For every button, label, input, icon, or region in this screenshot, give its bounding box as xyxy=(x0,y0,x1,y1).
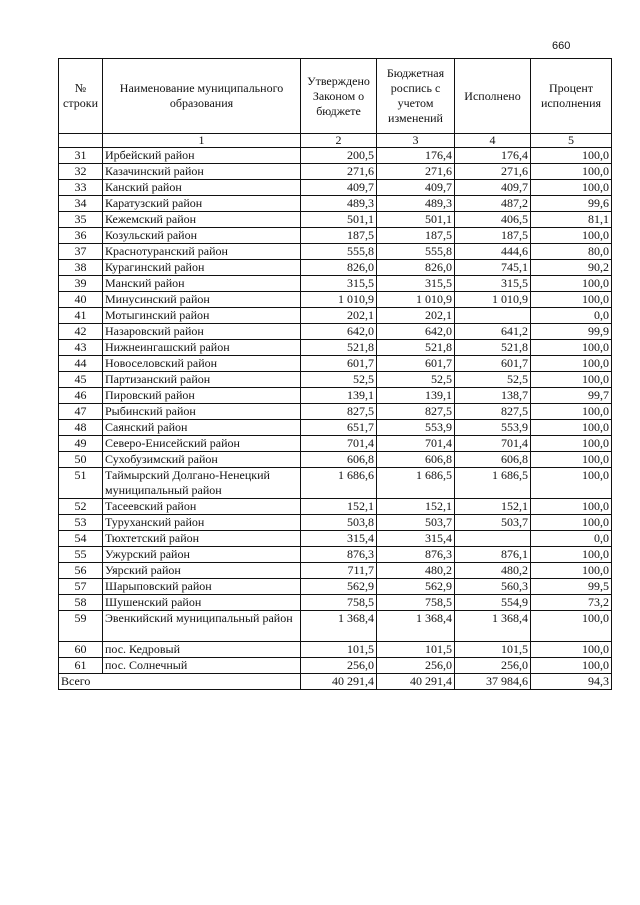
percent-value: 100,0 xyxy=(531,468,612,499)
table-row xyxy=(59,276,612,292)
executed-value: 745,1 xyxy=(455,260,531,276)
executed-value: 641,2 xyxy=(455,324,531,340)
percent-value: 73,2 xyxy=(531,595,612,611)
table-row xyxy=(59,260,612,276)
municipality-name: Минусинский район xyxy=(103,292,301,308)
percent-value: 100,0 xyxy=(531,164,612,180)
total-row xyxy=(59,674,612,690)
budget-schedule-value: 1 010,9 xyxy=(377,292,455,308)
approved-value: 701,4 xyxy=(301,436,377,452)
budget-schedule-value: 826,0 xyxy=(377,260,455,276)
approved-value: 1 686,6 xyxy=(301,468,377,499)
municipality-name: Туруханский район xyxy=(103,515,301,531)
approved-value: 642,0 xyxy=(301,324,377,340)
executed-value: 1 686,5 xyxy=(455,468,531,499)
row-number: 46 xyxy=(59,388,103,404)
percent-value: 81,1 xyxy=(531,212,612,228)
percent-value: 0,0 xyxy=(531,308,612,324)
table-row xyxy=(59,356,612,372)
municipality-name: Северо-Енисейский район xyxy=(103,436,301,452)
header-approved: Утверждено Законом о бюджете xyxy=(301,59,377,134)
percent-value: 100,0 xyxy=(531,180,612,196)
approved-value: 601,7 xyxy=(301,356,377,372)
municipality-name: Канский район xyxy=(103,180,301,196)
budget-schedule-value: 1 686,5 xyxy=(377,468,455,499)
row-number: 40 xyxy=(59,292,103,308)
percent-value: 100,0 xyxy=(531,148,612,164)
column-index-4: 4 xyxy=(455,134,531,148)
total-budget-schedule: 40 291,4 xyxy=(377,674,455,690)
row-number: 48 xyxy=(59,420,103,436)
executed-value: 138,7 xyxy=(455,388,531,404)
budget-schedule-value: 489,3 xyxy=(377,196,455,212)
executed-value xyxy=(455,308,531,324)
row-number: 60 xyxy=(59,642,103,658)
approved-value: 187,5 xyxy=(301,228,377,244)
budget-schedule-value: 1 368,4 xyxy=(377,611,455,642)
municipality-name: Нижнеингашский район xyxy=(103,340,301,356)
header-municipality-name: Наименование муниципального образования xyxy=(103,59,301,134)
table-row xyxy=(59,164,612,180)
header-budget-schedule: Бюджетная роспись с учетом изменений xyxy=(377,59,455,134)
approved-value: 200,5 xyxy=(301,148,377,164)
executed-value: 256,0 xyxy=(455,658,531,674)
total-percent: 94,3 xyxy=(531,674,612,690)
approved-value: 758,5 xyxy=(301,595,377,611)
table-row xyxy=(59,499,612,515)
executed-value xyxy=(455,531,531,547)
budget-schedule-value: 409,7 xyxy=(377,180,455,196)
executed-value: 152,1 xyxy=(455,499,531,515)
budget-schedule-value: 876,3 xyxy=(377,547,455,563)
percent-value: 0,0 xyxy=(531,531,612,547)
table-row xyxy=(59,388,612,404)
percent-value: 90,2 xyxy=(531,260,612,276)
table-row xyxy=(59,372,612,388)
executed-value: 553,9 xyxy=(455,420,531,436)
row-number: 53 xyxy=(59,515,103,531)
row-number: 43 xyxy=(59,340,103,356)
executed-value: 606,8 xyxy=(455,452,531,468)
budget-schedule-value: 503,7 xyxy=(377,515,455,531)
budget-schedule-value: 553,9 xyxy=(377,420,455,436)
row-number: 58 xyxy=(59,595,103,611)
table-row xyxy=(59,658,612,674)
header-row xyxy=(59,59,612,134)
executed-value: 601,7 xyxy=(455,356,531,372)
executed-value: 1 368,4 xyxy=(455,611,531,642)
municipality-name: Козульский район xyxy=(103,228,301,244)
percent-value: 100,0 xyxy=(531,420,612,436)
municipality-name: Пировский район xyxy=(103,388,301,404)
municipality-name: Новоселовский район xyxy=(103,356,301,372)
row-number: 37 xyxy=(59,244,103,260)
table-row xyxy=(59,420,612,436)
municipality-name: Эвенкийский муниципальный район xyxy=(103,611,301,642)
executed-value: 187,5 xyxy=(455,228,531,244)
approved-value: 606,8 xyxy=(301,452,377,468)
percent-value: 100,0 xyxy=(531,563,612,579)
table-row xyxy=(59,244,612,260)
executed-value: 409,7 xyxy=(455,180,531,196)
approved-value: 409,7 xyxy=(301,180,377,196)
municipality-name: Ужурский район xyxy=(103,547,301,563)
executed-value: 554,9 xyxy=(455,595,531,611)
row-number: 45 xyxy=(59,372,103,388)
table-row xyxy=(59,515,612,531)
budget-schedule-value: 827,5 xyxy=(377,404,455,420)
approved-value: 101,5 xyxy=(301,642,377,658)
table-row xyxy=(59,324,612,340)
municipality-name: Партизанский район xyxy=(103,372,301,388)
executed-value: 444,6 xyxy=(455,244,531,260)
budget-schedule-value: 187,5 xyxy=(377,228,455,244)
table-row xyxy=(59,563,612,579)
municipality-name: Кежемский район xyxy=(103,212,301,228)
approved-value: 503,8 xyxy=(301,515,377,531)
budget-schedule-value: 315,4 xyxy=(377,531,455,547)
executed-value: 1 010,9 xyxy=(455,292,531,308)
approved-value: 315,5 xyxy=(301,276,377,292)
header-executed: Исполнено xyxy=(455,59,531,134)
row-number: 49 xyxy=(59,436,103,452)
total-executed: 37 984,6 xyxy=(455,674,531,690)
table-row xyxy=(59,148,612,164)
row-number: 50 xyxy=(59,452,103,468)
municipality-name: Манский район xyxy=(103,276,301,292)
row-number: 36 xyxy=(59,228,103,244)
row-number: 59 xyxy=(59,611,103,642)
column-index-5: 5 xyxy=(531,134,612,148)
municipality-name: Краснотуранский район xyxy=(103,244,301,260)
budget-schedule-value: 176,4 xyxy=(377,148,455,164)
approved-value: 651,7 xyxy=(301,420,377,436)
budget-schedule-value: 315,5 xyxy=(377,276,455,292)
municipality-name: Тюхтетский район xyxy=(103,531,301,547)
executed-value: 271,6 xyxy=(455,164,531,180)
percent-value: 100,0 xyxy=(531,436,612,452)
approved-value: 152,1 xyxy=(301,499,377,515)
row-number: 32 xyxy=(59,164,103,180)
approved-value: 876,3 xyxy=(301,547,377,563)
executed-value: 406,5 xyxy=(455,212,531,228)
percent-value: 100,0 xyxy=(531,292,612,308)
approved-value: 827,5 xyxy=(301,404,377,420)
executed-value: 701,4 xyxy=(455,436,531,452)
row-number: 39 xyxy=(59,276,103,292)
row-number: 41 xyxy=(59,308,103,324)
table-row xyxy=(59,579,612,595)
row-number: 57 xyxy=(59,579,103,595)
budget-schedule-value: 601,7 xyxy=(377,356,455,372)
percent-value: 99,9 xyxy=(531,324,612,340)
table-row xyxy=(59,436,612,452)
table-row xyxy=(59,547,612,563)
percent-value: 100,0 xyxy=(531,611,612,642)
executed-value: 876,1 xyxy=(455,547,531,563)
municipality-name: Курагинский район xyxy=(103,260,301,276)
budget-schedule-value: 758,5 xyxy=(377,595,455,611)
executed-value: 827,5 xyxy=(455,404,531,420)
percent-value: 100,0 xyxy=(531,499,612,515)
percent-value: 99,6 xyxy=(531,196,612,212)
row-number: 31 xyxy=(59,148,103,164)
column-index-empty xyxy=(59,134,103,148)
budget-schedule-value: 480,2 xyxy=(377,563,455,579)
column-index-3: 3 xyxy=(377,134,455,148)
percent-value: 100,0 xyxy=(531,228,612,244)
table-row xyxy=(59,531,612,547)
approved-value: 139,1 xyxy=(301,388,377,404)
percent-value: 100,0 xyxy=(531,452,612,468)
approved-value: 489,3 xyxy=(301,196,377,212)
percent-value: 80,0 xyxy=(531,244,612,260)
budget-schedule-value: 101,5 xyxy=(377,642,455,658)
page-number: 660 xyxy=(552,40,571,52)
executed-value: 480,2 xyxy=(455,563,531,579)
approved-value: 521,8 xyxy=(301,340,377,356)
executed-value: 503,7 xyxy=(455,515,531,531)
row-number: 42 xyxy=(59,324,103,340)
column-index-row xyxy=(59,134,612,148)
table-row xyxy=(59,212,612,228)
approved-value: 52,5 xyxy=(301,372,377,388)
percent-value: 100,0 xyxy=(531,340,612,356)
budget-schedule-value: 701,4 xyxy=(377,436,455,452)
row-number: 33 xyxy=(59,180,103,196)
approved-value: 202,1 xyxy=(301,308,377,324)
approved-value: 501,1 xyxy=(301,212,377,228)
row-number: 55 xyxy=(59,547,103,563)
executed-value: 521,8 xyxy=(455,340,531,356)
budget-schedule-value: 52,5 xyxy=(377,372,455,388)
row-number: 47 xyxy=(59,404,103,420)
municipality-name: Назаровский район xyxy=(103,324,301,340)
percent-value: 100,0 xyxy=(531,547,612,563)
approved-value: 1 368,4 xyxy=(301,611,377,642)
table-row xyxy=(59,180,612,196)
header-row-number: № строки xyxy=(59,59,103,134)
municipality-name: Уярский район xyxy=(103,563,301,579)
table-row xyxy=(59,468,612,499)
percent-value: 100,0 xyxy=(531,276,612,292)
percent-value: 99,5 xyxy=(531,579,612,595)
executed-value: 315,5 xyxy=(455,276,531,292)
table-row xyxy=(59,308,612,324)
budget-schedule-value: 642,0 xyxy=(377,324,455,340)
table-row xyxy=(59,595,612,611)
approved-value: 555,8 xyxy=(301,244,377,260)
row-number: 52 xyxy=(59,499,103,515)
table-row xyxy=(59,292,612,308)
column-index-2: 2 xyxy=(301,134,377,148)
total-label: Всего xyxy=(59,674,301,690)
municipality-name: пос. Кедровый xyxy=(103,642,301,658)
municipality-name: Сухобузимский район xyxy=(103,452,301,468)
column-index-1: 1 xyxy=(103,134,301,148)
municipality-name: Ирбейский район xyxy=(103,148,301,164)
approved-value: 271,6 xyxy=(301,164,377,180)
percent-value: 100,0 xyxy=(531,356,612,372)
percent-value: 99,7 xyxy=(531,388,612,404)
budget-schedule-value: 501,1 xyxy=(377,212,455,228)
municipality-name: Каратузский район xyxy=(103,196,301,212)
table-row xyxy=(59,228,612,244)
approved-value: 562,9 xyxy=(301,579,377,595)
row-number: 44 xyxy=(59,356,103,372)
approved-value: 826,0 xyxy=(301,260,377,276)
percent-value: 100,0 xyxy=(531,404,612,420)
municipality-name: Тасеевский район xyxy=(103,499,301,515)
budget-schedule-value: 606,8 xyxy=(377,452,455,468)
budget-schedule-value: 562,9 xyxy=(377,579,455,595)
executed-value: 176,4 xyxy=(455,148,531,164)
row-number: 61 xyxy=(59,658,103,674)
percent-value: 100,0 xyxy=(531,515,612,531)
percent-value: 100,0 xyxy=(531,642,612,658)
executed-value: 487,2 xyxy=(455,196,531,212)
header-percent: Процент исполнения xyxy=(531,59,612,134)
municipality-name: Рыбинский район xyxy=(103,404,301,420)
row-number: 56 xyxy=(59,563,103,579)
executed-value: 52,5 xyxy=(455,372,531,388)
total-approved: 40 291,4 xyxy=(301,674,377,690)
budget-schedule-value: 202,1 xyxy=(377,308,455,324)
budget-schedule-value: 256,0 xyxy=(377,658,455,674)
table-row xyxy=(59,611,612,642)
municipality-name: Казачинский район xyxy=(103,164,301,180)
budget-schedule-value: 152,1 xyxy=(377,499,455,515)
table-row xyxy=(59,452,612,468)
budget-schedule-value: 521,8 xyxy=(377,340,455,356)
row-number: 54 xyxy=(59,531,103,547)
row-number: 38 xyxy=(59,260,103,276)
row-number: 34 xyxy=(59,196,103,212)
budget-schedule-value: 555,8 xyxy=(377,244,455,260)
approved-value: 256,0 xyxy=(301,658,377,674)
table-row xyxy=(59,404,612,420)
percent-value: 100,0 xyxy=(531,372,612,388)
percent-value: 100,0 xyxy=(531,658,612,674)
row-number: 35 xyxy=(59,212,103,228)
table-row xyxy=(59,340,612,356)
table-row xyxy=(59,642,612,658)
row-number: 51 xyxy=(59,468,103,499)
executed-value: 560,3 xyxy=(455,579,531,595)
municipality-name: Шушенский район xyxy=(103,595,301,611)
table-row xyxy=(59,196,612,212)
budget-schedule-value: 139,1 xyxy=(377,388,455,404)
municipality-name: пос. Солнечный xyxy=(103,658,301,674)
municipality-name: Мотыгинский район xyxy=(103,308,301,324)
approved-value: 1 010,9 xyxy=(301,292,377,308)
municipality-name: Таймырский Долгано-Ненецкий муниципальный район xyxy=(103,468,301,499)
budget-execution-table xyxy=(58,58,612,690)
municipality-name: Шарыповский район xyxy=(103,579,301,595)
approved-value: 711,7 xyxy=(301,563,377,579)
municipality-name: Саянский район xyxy=(103,420,301,436)
executed-value: 101,5 xyxy=(455,642,531,658)
approved-value: 315,4 xyxy=(301,531,377,547)
budget-schedule-value: 271,6 xyxy=(377,164,455,180)
